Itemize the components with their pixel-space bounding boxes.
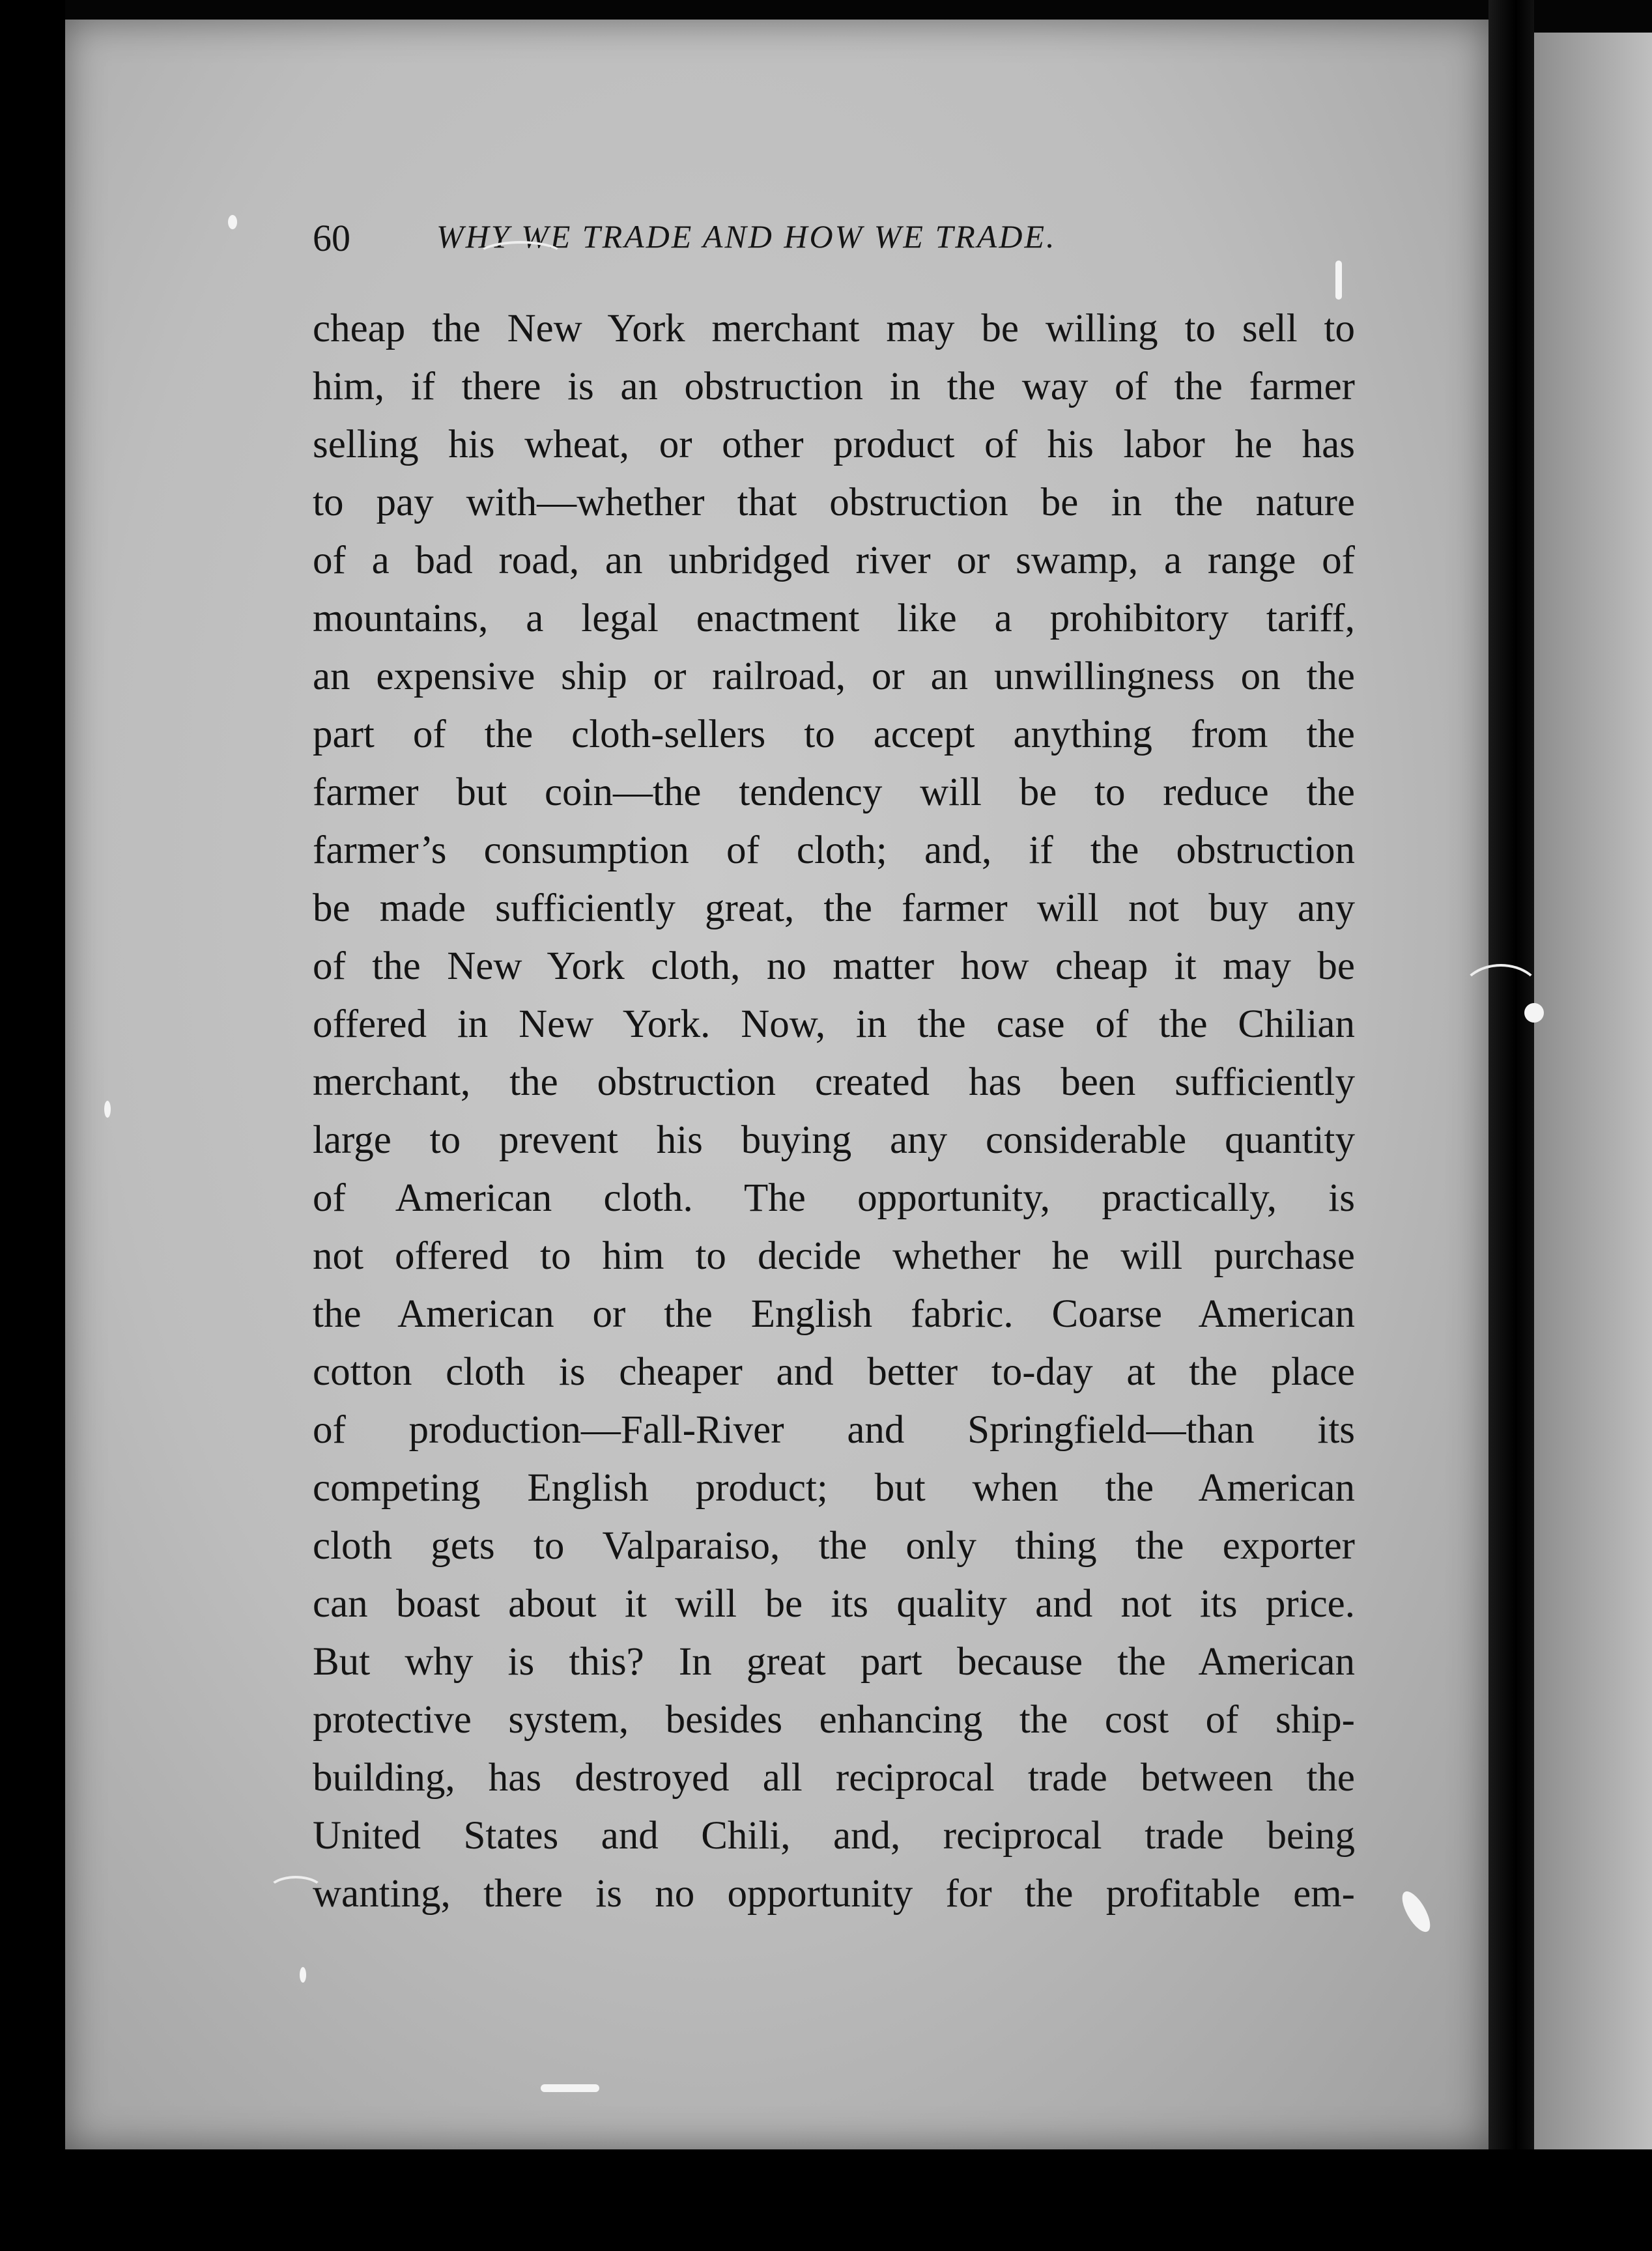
scan-scratch xyxy=(1459,964,1543,1028)
left-scan-border xyxy=(0,0,65,2251)
dust-speck xyxy=(228,215,237,229)
text-line: protective system, besides enhancing the cost of ship- xyxy=(313,1698,1355,1742)
body-text xyxy=(313,300,1355,1923)
facing-page-edge xyxy=(1534,33,1652,2149)
text-line: United States and Chili, and, reciprocal trade being xyxy=(313,1814,1355,1858)
text-line: of the New York cloth, no matter how cheap it may be xyxy=(313,944,1355,988)
dust-speck xyxy=(541,2084,599,2092)
text-line: merchant, the obstruction created has been sufficiently xyxy=(313,1060,1355,1104)
text-line: cloth gets to Valparaiso, the only thing the exporter xyxy=(313,1524,1355,1568)
text-line: competing English product; but when the American xyxy=(313,1466,1355,1510)
text-line: large to prevent his buying any considerable quantity xyxy=(313,1118,1355,1162)
text-line: of a bad road, an unbridged river or swamp, a range of xyxy=(313,539,1355,582)
text-line: farmer but coin—the tendency will be to reduce the xyxy=(313,771,1355,814)
text-line: mountains, a legal enactment like a prohibitory tariff, xyxy=(313,597,1355,640)
text-line: building, has destroyed all reciprocal trade between the xyxy=(313,1756,1355,1800)
text-line: offered in New York. Now, in the case of the Chilian xyxy=(313,1002,1355,1046)
text-line: can boast about it will be its quality and not its price. xyxy=(313,1582,1355,1626)
text-line: cotton cloth is cheaper and better to-day at the place xyxy=(313,1350,1355,1394)
text-line: part of the cloth-sellers to accept anything from the xyxy=(313,713,1355,756)
text-line: But why is this? In great part because the American xyxy=(313,1640,1355,1684)
text-line: to pay with—whether that obstruction be in the nature xyxy=(313,481,1355,524)
text-line: an expensive ship or railroad, or an unwillingness on the xyxy=(313,655,1355,698)
text-line: selling his wheat, or other product of his labor he has xyxy=(313,423,1355,466)
text-line: the American or the English fabric. Coarse American xyxy=(313,1292,1355,1336)
dust-speck xyxy=(104,1101,111,1118)
dust-speck xyxy=(1335,261,1342,300)
book-gutter xyxy=(1488,0,1534,2251)
text-line: farmer’s consumption of cloth; and, if the obstruction xyxy=(313,828,1355,872)
text-line: cheap the New York merchant may be willing to sell to xyxy=(313,307,1355,350)
text-line: be made sufficiently great, the farmer will not buy any xyxy=(313,886,1355,930)
dust-speck xyxy=(300,1967,306,1983)
text-line: him, if there is an obstruction in the way of the farmer xyxy=(313,365,1355,408)
text-line: of production—Fall-River and Springfield—than its xyxy=(313,1408,1355,1452)
text-line: of American cloth. The opportunity, practically, is xyxy=(313,1176,1355,1220)
running-head xyxy=(313,216,1290,268)
text-line: not offered to him to decide whether he will purchase xyxy=(313,1234,1355,1278)
scan-scratch xyxy=(267,1876,324,1907)
running-title: WHY WE TRADE AND HOW WE TRADE. xyxy=(436,218,1057,255)
bottom-scan-border xyxy=(0,2149,1652,2251)
scan-scratch xyxy=(476,241,565,272)
text-line: wanting, there is no opportunity for the profitable em- xyxy=(313,1872,1355,1916)
page-number: 60 xyxy=(313,217,350,259)
